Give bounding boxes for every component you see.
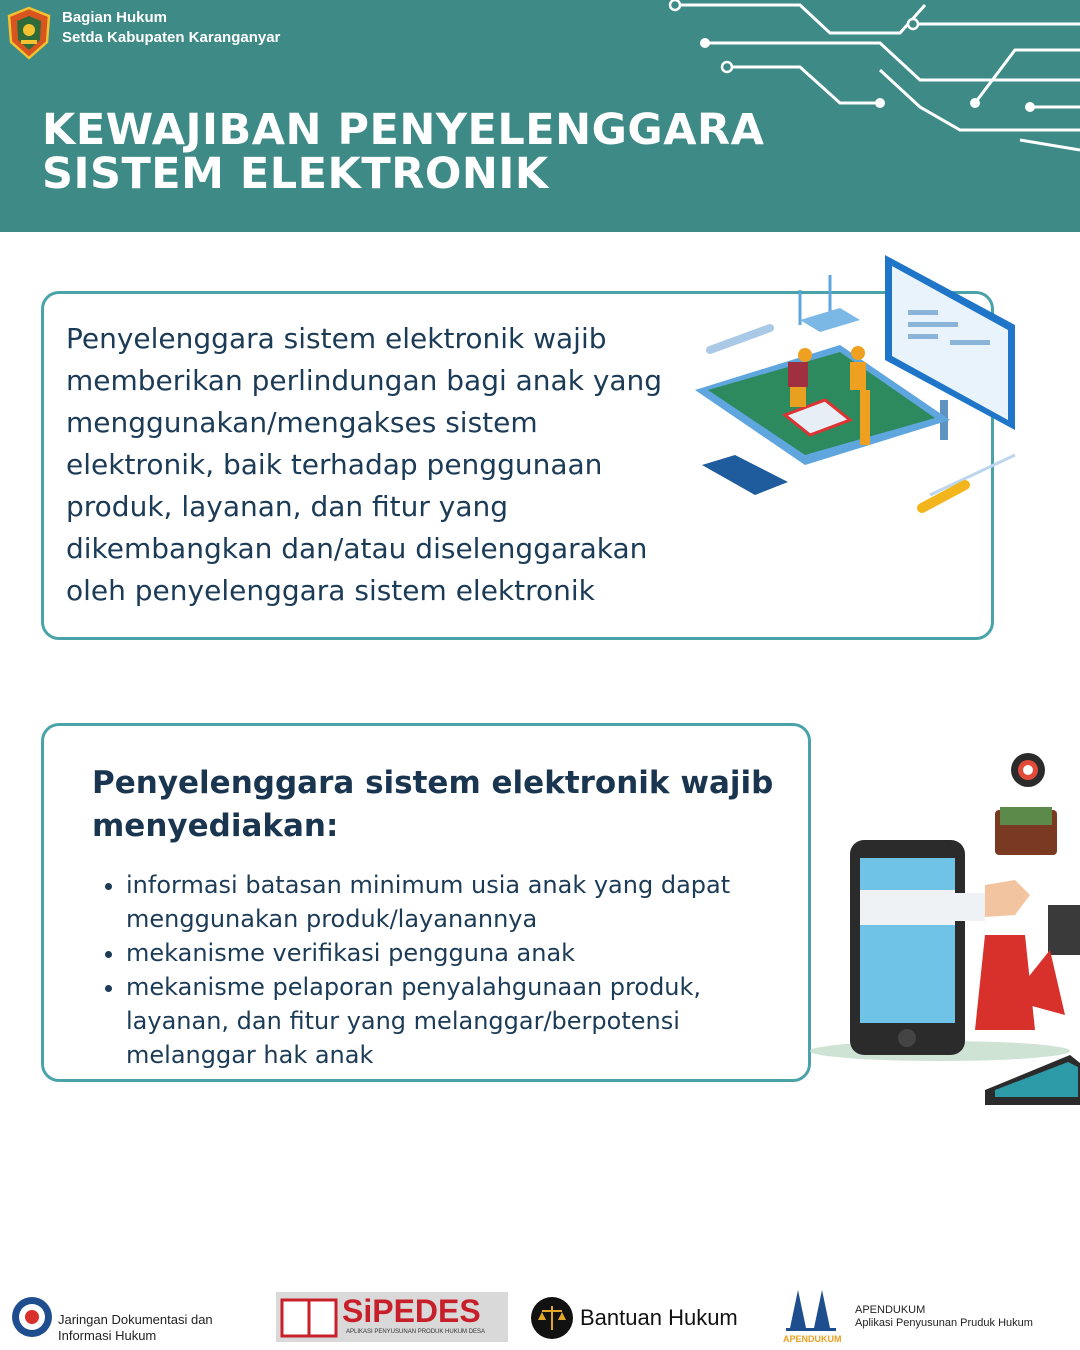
title-line-1: KEWAJIBAN PENYELENGGARA <box>42 105 765 155</box>
jdih-logo-group <box>10 1295 270 1343</box>
mobile-shopping-illustration <box>810 745 1080 1115</box>
bantuan-hukum-text: Bantuan Hukum <box>580 1305 738 1330</box>
smartphone-icon <box>850 840 965 1055</box>
router-icon <box>800 275 860 332</box>
organization-name <box>62 8 280 48</box>
apendukum-logo-text: APENDUKUM <box>783 1334 842 1344</box>
protection-text: Penyelenggara sistem elektronik wajib memberikan perlindungan bagi anak yang menggunakan/mengakses sistem elektronik, baik terhadap penggunaan produk, layanan, dan fitur yang dikembangkan dan/atau diselenggarakan oleh penyelenggara sistem elektronik <box>66 322 663 607</box>
wrench-icon <box>710 328 770 350</box>
requirements-title: Penyelenggara sistem elektronik wajib menyediakan: <box>92 765 774 844</box>
bantuan-hukum-logo <box>530 1296 770 1340</box>
jdih-line-1: Jaringan Dokumentasi dan <box>58 1312 213 1327</box>
page-title <box>42 105 765 199</box>
list-item: • informasi batasan minimum usia anak yang dapat menggunakan produk/layanannya <box>126 868 786 936</box>
screwdriver-icon <box>922 455 1015 508</box>
apendukum-desc: Aplikasi Penyusunan Pruduk Hukum <box>855 1317 1033 1329</box>
list-item: • mekanisme pelaporan penyalahgunaan produk, layanan, dan fitur yang melanggar/berpotensi melanggar hak anak <box>126 970 786 1072</box>
sipedes-name: SiPEDES <box>342 1293 481 1329</box>
jdih-line-2: Informasi Hukum <box>58 1328 157 1343</box>
org-line-1: Bagian Hukum <box>62 9 168 26</box>
scales-of-justice-icon <box>530 1296 574 1340</box>
apendukum-logo <box>780 1288 1080 1348</box>
list-item: • mekanisme verifikasi pengguna anak <box>126 936 786 970</box>
jdih-text <box>58 1312 213 1344</box>
technicians-circuit-illustration <box>690 250 1030 520</box>
org-line-2: Setda Kabupaten Karanganyar <box>62 29 281 46</box>
footer-partner-logos <box>0 1280 1080 1350</box>
title-line-2: SISTEM ELEKTRONIK <box>42 149 549 199</box>
apendukum-name: APENDUKUM <box>855 1304 926 1316</box>
header-banner <box>0 0 1080 232</box>
book-icon <box>278 1294 340 1340</box>
requirements-card <box>41 723 811 1082</box>
karanganyar-emblem-logo <box>6 6 52 60</box>
apendukum-text <box>855 1304 1033 1330</box>
requirements-list <box>92 868 786 1072</box>
gear-icon <box>1011 753 1045 787</box>
wallet-icon <box>995 807 1057 855</box>
sipedes-logo <box>276 1292 508 1342</box>
jdih-logo <box>10 1295 54 1339</box>
tablet-icon <box>985 1055 1080 1105</box>
calculator-icon <box>1048 905 1080 955</box>
hand-with-bag-icon <box>955 880 1035 1030</box>
memory-chip-icon <box>702 455 788 495</box>
sipedes-subtitle: APLIKASI PENYUSUNAN PRODUK HUKUM DESA <box>346 1329 486 1335</box>
